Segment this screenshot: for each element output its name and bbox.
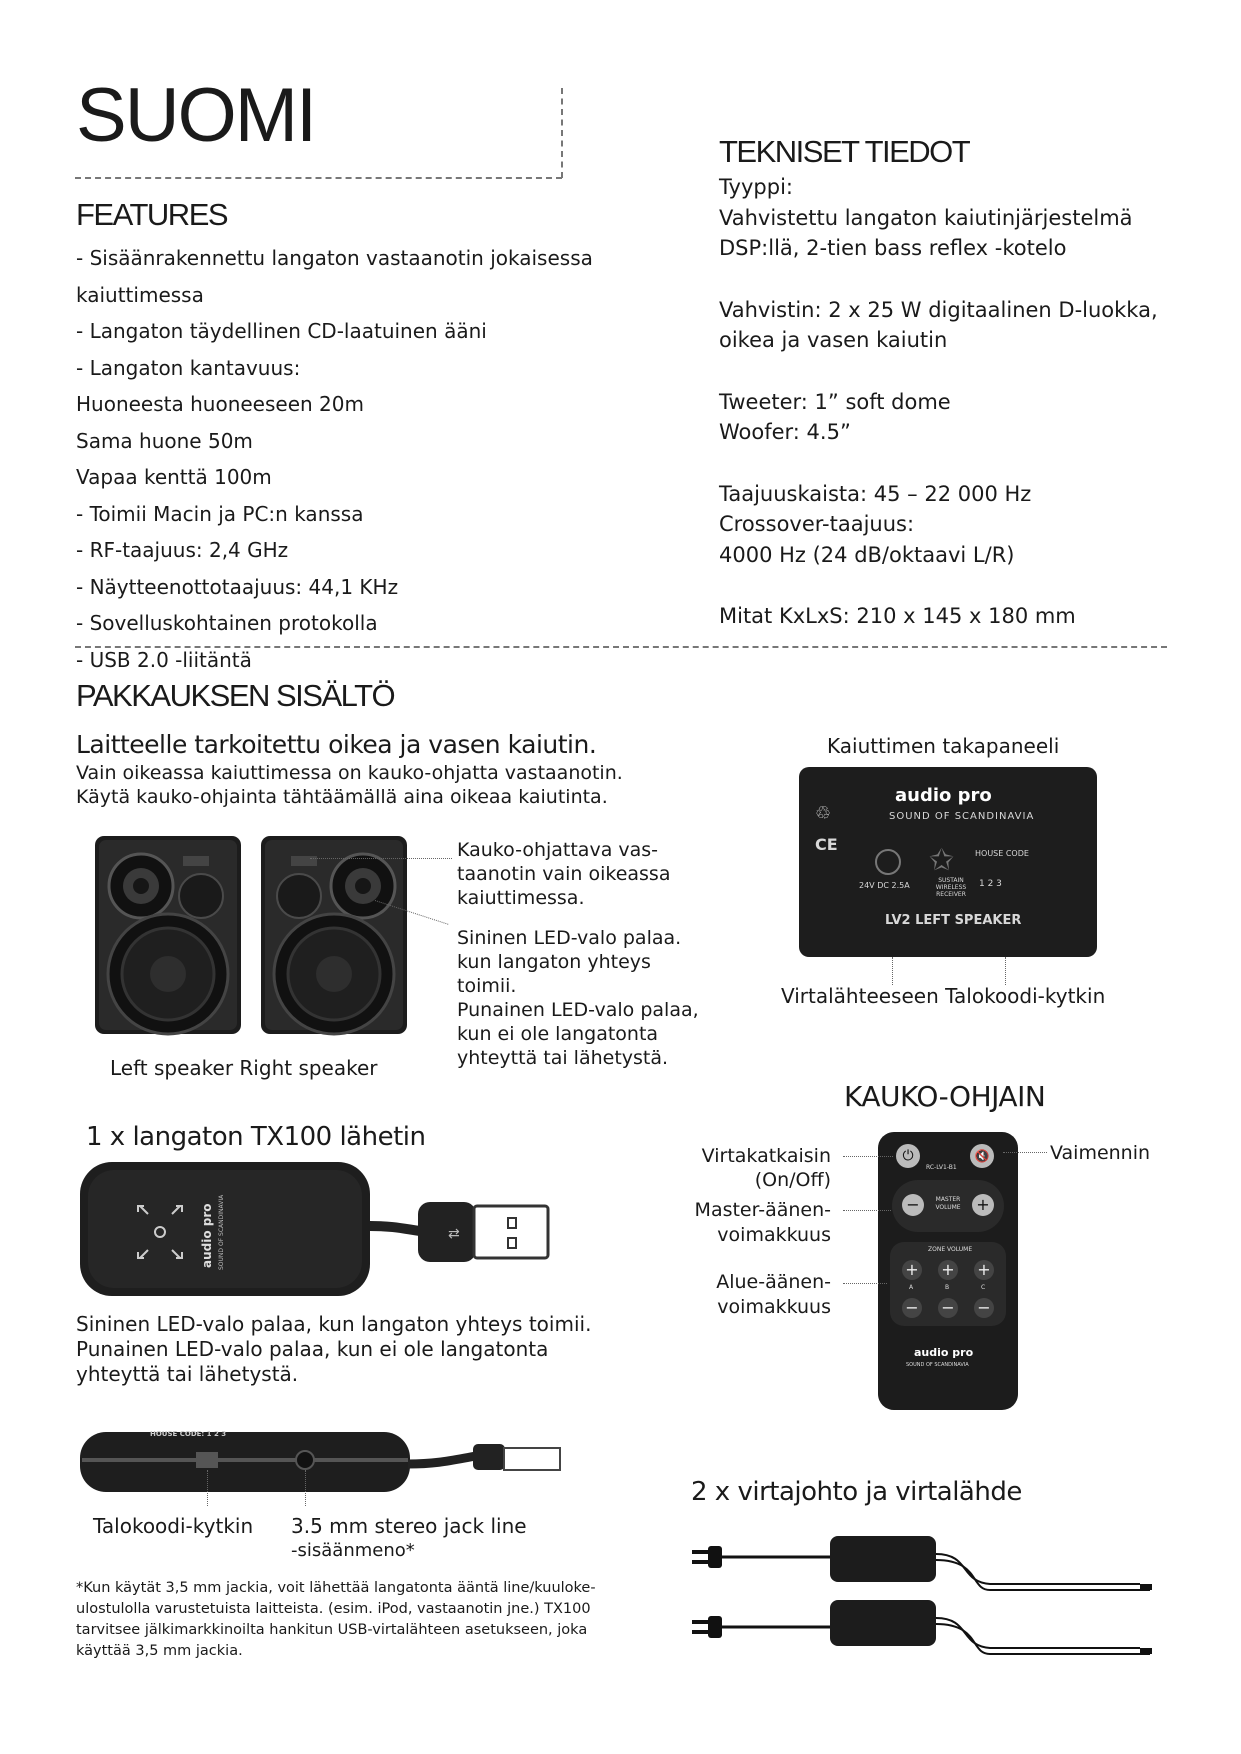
leader-line bbox=[207, 1470, 208, 1506]
remote-tagline: SOUND OF SCANDINAVIA bbox=[906, 1362, 969, 1368]
feature-item: - Langaton täydellinen CD-laatuinen ääni bbox=[76, 319, 487, 343]
house-code-digits: 1 2 3 bbox=[979, 879, 1002, 889]
minus-icon: − bbox=[902, 1194, 924, 1216]
label-master-line: Master-äänen- bbox=[694, 1199, 831, 1221]
package-note-line: Vain oikeassa kaiuttimessa on kauko-ohjatta vastaanotin. bbox=[76, 762, 623, 784]
section-divider bbox=[75, 646, 1167, 648]
back-panel-brand: audio pro bbox=[895, 785, 992, 806]
label-zone-line: voimakkuus bbox=[717, 1296, 831, 1318]
label-master bbox=[680, 1198, 831, 1248]
zone-letter: A bbox=[909, 1284, 914, 1291]
title-divider bbox=[75, 177, 562, 179]
callout-receiver bbox=[457, 838, 670, 910]
spec-group bbox=[719, 601, 1199, 632]
spec-group bbox=[719, 479, 1199, 571]
transmitter-image bbox=[78, 1160, 558, 1300]
transmitter-brand: audio pro bbox=[200, 1203, 214, 1268]
callout-line: Kauko-ohjattava vas- bbox=[457, 839, 659, 861]
leader-line bbox=[892, 957, 893, 985]
specs-list bbox=[719, 172, 1199, 663]
label-zone-line: Alue-äänen- bbox=[716, 1271, 831, 1293]
label-jack: 3.5 mm stereo jack line bbox=[291, 1514, 527, 1538]
features-heading: FEATURES bbox=[76, 197, 228, 232]
usb-icon: ⇄ bbox=[448, 1226, 460, 1242]
spec-line: 4000 Hz (24 dB/oktaavi L/R) bbox=[719, 542, 1015, 567]
feature-item: Vapaa kenttä 100m bbox=[76, 465, 272, 489]
master-volume-label: MASTER VOLUME bbox=[935, 1196, 961, 1211]
back-panel-caption: Kaiuttimen takapaneeli bbox=[827, 734, 1060, 758]
label-jack-2: -sisäänmeno* bbox=[291, 1540, 415, 1561]
spec-line: Vahvistettu langaton kaiutinjärjestelmä bbox=[719, 205, 1133, 230]
spec-group bbox=[719, 172, 1199, 264]
right-speaker bbox=[261, 836, 407, 1034]
label-mute: Vaimennin bbox=[1050, 1142, 1151, 1164]
back-panel-model: LV2 LEFT SPEAKER bbox=[885, 913, 1022, 928]
zone-volume-label: ZONE VOLUME bbox=[928, 1246, 973, 1253]
remote-image bbox=[878, 1132, 1018, 1410]
leader-line bbox=[1005, 957, 1006, 985]
zone-a-plus-icon: + bbox=[902, 1260, 922, 1280]
plus-icon: + bbox=[972, 1194, 994, 1216]
zone-c-plus-icon: + bbox=[974, 1260, 994, 1280]
led-note-line: yhteyttä tai lähetystä. bbox=[76, 1362, 299, 1386]
feature-item: Huoneesta huoneeseen 20m bbox=[76, 392, 364, 416]
transmitter-heading: 1 x langaton TX100 lähetin bbox=[86, 1122, 426, 1152]
zone-b-plus-icon: + bbox=[938, 1260, 958, 1280]
speaker-labels: Left speaker Right speaker bbox=[110, 1056, 378, 1080]
feature-item: - Langaton kantavuus: bbox=[76, 355, 301, 380]
power-supply bbox=[692, 1600, 1152, 1654]
callout-line: kun langaton yhteys bbox=[457, 951, 651, 973]
power-supply bbox=[692, 1536, 1152, 1590]
transmitter-led-note bbox=[76, 1312, 591, 1387]
transmitter-side-image bbox=[78, 1420, 588, 1500]
zone-volume-pad bbox=[890, 1242, 1006, 1326]
label-master-line: voimakkuus bbox=[717, 1224, 831, 1246]
leader-line bbox=[305, 1470, 306, 1506]
feature-item: - Sisäänrakennettu langaton vastaanotin jokaisessa kaiuttimessa bbox=[76, 246, 593, 307]
features-list bbox=[76, 240, 716, 678]
footnote-line: käyttää 3,5 mm jackia. bbox=[76, 1643, 243, 1659]
leader-line bbox=[310, 858, 452, 859]
zone-letter: B bbox=[945, 1284, 950, 1291]
zone-letter: C bbox=[981, 1284, 986, 1291]
spec-line: Taajuuskaista: 45 – 22 000 Hz bbox=[719, 481, 1032, 506]
feature-item: - USB 2.0 -liitäntä bbox=[76, 647, 252, 672]
label-power bbox=[700, 1144, 831, 1192]
footnote-line: ulostulolla varustetuista laitteista. (esim. iPod, vastaanotin jne.) TX100 bbox=[76, 1601, 591, 1617]
label-power-line: Virtakatkaisin bbox=[701, 1145, 831, 1167]
spec-line: oikea ja vasen kaiutin bbox=[719, 328, 948, 352]
back-panel-tagline: SOUND OF SCANDINAVIA bbox=[889, 811, 1035, 822]
spec-line: Tweeter: 1” soft dome bbox=[719, 389, 951, 414]
ce-mark: CE bbox=[815, 835, 838, 854]
package-note-line: Käytä kauko-ohjainta tähtäämällä aina oikeaa kaiutinta. bbox=[76, 786, 608, 808]
callout-line: taanotin vain oikeassa bbox=[457, 863, 671, 885]
remote-model: RC-LV1-B1 bbox=[926, 1164, 957, 1171]
remote-heading: KAUKO-OHJAIN bbox=[844, 1080, 1046, 1113]
transmitter-tagline: SOUND OF SCANDINAVIA bbox=[218, 1194, 225, 1270]
leader-line bbox=[843, 1210, 891, 1211]
feature-item: - Sovelluskohtainen protokolla bbox=[76, 611, 378, 635]
power-heading: 2 x virtajohto ja virtalähde bbox=[691, 1477, 1022, 1507]
led-note-line: Sininen LED-valo palaa, kun langaton yhteys toimii. bbox=[76, 1312, 592, 1336]
zone-c-minus-icon: − bbox=[974, 1298, 994, 1318]
leader-line bbox=[843, 1283, 887, 1284]
mute-button-icon: 🔇 bbox=[970, 1144, 994, 1168]
label-house-switch: Talokoodi-kytkin bbox=[93, 1514, 254, 1538]
zone-b-minus-icon: − bbox=[938, 1298, 958, 1318]
callout-led bbox=[457, 926, 699, 1070]
back-panel-image bbox=[799, 767, 1097, 957]
feature-item: - Toimii Macin ja PC:n kanssa bbox=[76, 501, 364, 526]
back-panel-labels: Virtalähteeseen Talokoodi-kytkin bbox=[781, 984, 1106, 1008]
power-button-icon: ⏻ bbox=[896, 1144, 920, 1168]
callout-line: toimii. bbox=[457, 975, 517, 997]
left-speaker bbox=[95, 836, 241, 1034]
package-subheading: Laitteelle tarkoitettu oikea ja vasen kaiutin. bbox=[76, 730, 597, 759]
footnote-line: tarvitsee jälkimarkkinoilta hankitun USB-virtalähteen asetukseen, joka bbox=[76, 1622, 588, 1638]
spec-line: DSP:llä, 2-tien bass reflex -kotelo bbox=[719, 236, 1067, 260]
label-power-line: (On/Off) bbox=[754, 1169, 831, 1191]
specs-heading: TEKNISET TIEDOT bbox=[719, 134, 970, 169]
leader-line bbox=[1003, 1152, 1047, 1153]
zone-a-minus-icon: − bbox=[902, 1298, 922, 1318]
title-divider-vertical bbox=[561, 88, 563, 178]
remote-brand: audio pro bbox=[914, 1346, 974, 1359]
spec-line: Tyyppi: bbox=[719, 175, 793, 199]
house-code-label: HOUSE CODE bbox=[975, 849, 1029, 858]
feature-item: Sama huone 50m bbox=[76, 428, 253, 453]
callout-line: Punainen LED-valo palaa, bbox=[457, 999, 699, 1021]
led-note-line: Punainen LED-valo palaa, kun ei ole langatonta bbox=[76, 1337, 549, 1361]
page-title: SUOMI bbox=[76, 73, 316, 158]
label-zone bbox=[700, 1270, 831, 1320]
callout-line: Sininen LED-valo palaa. bbox=[457, 927, 682, 949]
spec-line: Mitat KxLxS: 210 x 145 x 180 mm bbox=[719, 604, 1076, 628]
callout-line: kaiuttimessa. bbox=[457, 887, 585, 909]
spec-line: Vahvistin: 2 x 25 W digitaalinen D-luokka, bbox=[719, 297, 1158, 322]
master-volume-pad bbox=[892, 1180, 1004, 1232]
dc-label: 24V DC 2.5A bbox=[859, 881, 910, 890]
transmitter-house-code: HOUSE CODE: 1 2 3 bbox=[150, 1430, 227, 1438]
callout-line: kun ei ole langatonta bbox=[457, 1023, 659, 1045]
spec-group bbox=[719, 295, 1199, 356]
star-badge-icon: ✩ bbox=[929, 843, 955, 878]
leader-line bbox=[843, 1156, 893, 1157]
package-note bbox=[76, 761, 623, 809]
footnote bbox=[76, 1578, 596, 1662]
spec-group bbox=[719, 387, 1199, 448]
badge-text: SUSTAIN WIRELESS RECEIVER bbox=[935, 877, 967, 898]
feature-item: - Näytteenottotaajuus: 44,1 KHz bbox=[76, 574, 399, 599]
power-supply-image bbox=[690, 1520, 1170, 1680]
callout-line: yhteyttä tai lähetystä. bbox=[457, 1047, 669, 1069]
speakers-image bbox=[93, 834, 411, 1039]
package-heading: PAKKAUKSEN SISÄLTÖ bbox=[76, 678, 395, 713]
dc-jack bbox=[875, 849, 901, 875]
spec-line: Crossover-taajuus: bbox=[719, 512, 915, 536]
recycle-icon: ♲ bbox=[815, 803, 832, 824]
feature-item: - RF-taajuus: 2,4 GHz bbox=[76, 538, 289, 562]
footnote-line: *Kun käytät 3,5 mm jackia, voit lähettää langatonta ääntä line/kuuloke- bbox=[76, 1580, 596, 1596]
spec-line: Woofer: 4.5” bbox=[719, 420, 851, 444]
